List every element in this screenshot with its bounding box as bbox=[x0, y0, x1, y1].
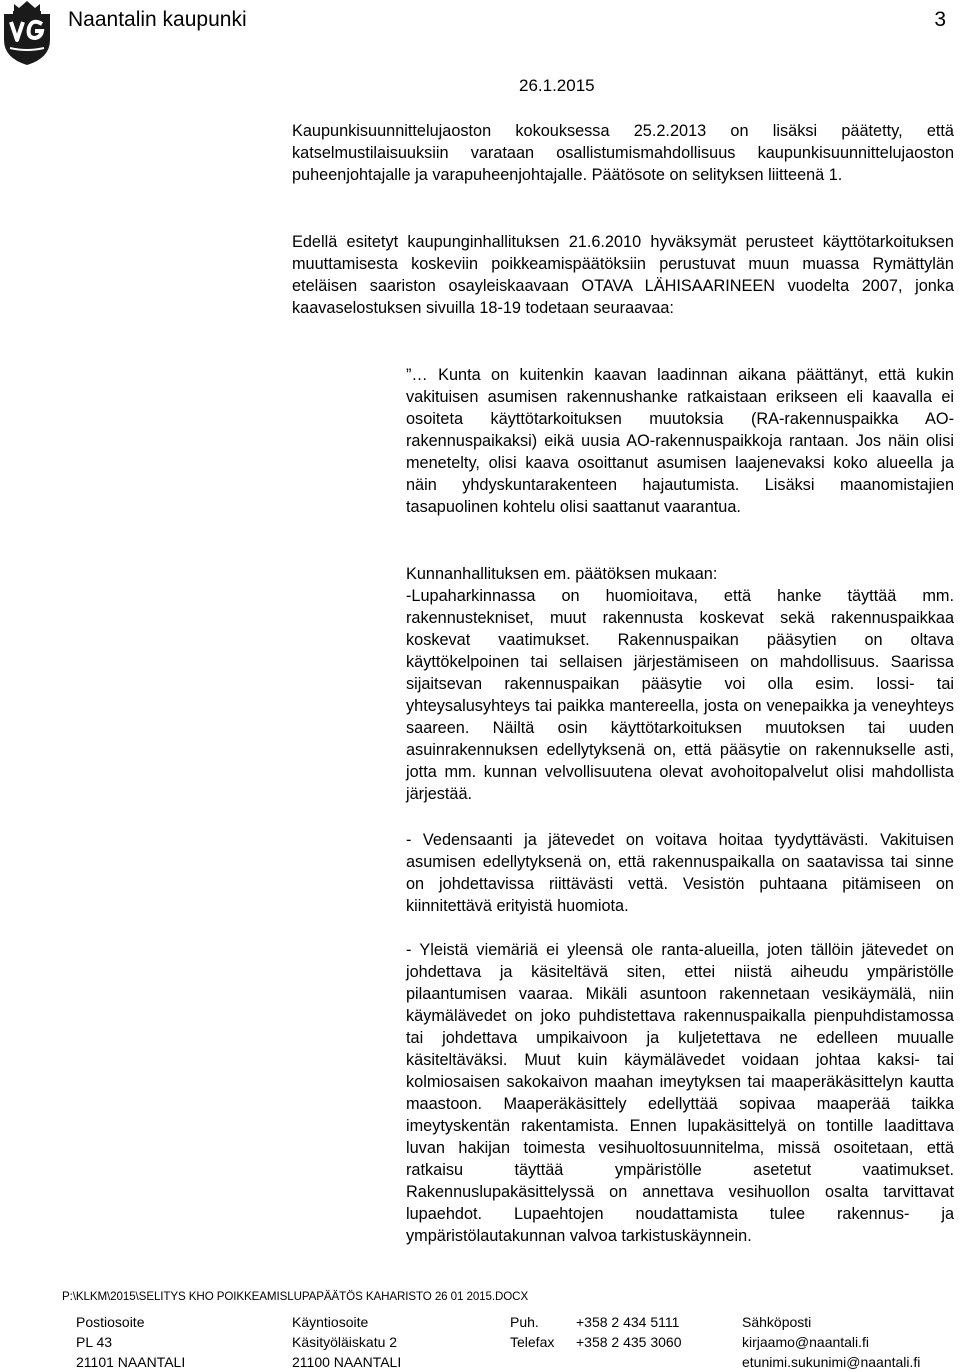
paragraph-2: Edellä esitetyt kaupunginhallituksen 21.6.2010 hyväksymät perusteet käyttötarkoituksen muuttamisesta koskeviin poikkeamispäätöksiin perustuvat muun muassa Rymättylän eteläisen saariston osayleiskaavaan OTAVA LÄHISAARINEEN vuodelta 2007, jonka kaavaselostuksen sivuilla 18-19 todetaan seuraavaa: bbox=[292, 233, 954, 317]
postal-address bbox=[76, 1312, 185, 1372]
quote-paragraph-1: ”… Kunta on kuitenkin kaavan laadinnan aikana päättänyt, että kukin vakituisen asumisen rakennushanke ratkaistaan erikseen eli kaavalla ei osoiteta käyttötarkoituksen muutoksia (RA-rakennuspaikka AO-rakennuspaikaksi) eikä uusia AO-rakennuspaikkoja rantaan. Jos näin olisi menetelty, olisi kaava osoittanut asumisen laajenevaksi koko alueella ja näin yhdyskuntarakenteen hajautumista. Lisäksi maanomistajien tasapuolinen kohtelu olisi saattanut vaarantua. bbox=[406, 366, 954, 516]
naantali-coat-of-arms-logo bbox=[2, 0, 52, 66]
paragraph-1: Kaupunkisuunnittelujaoston kokouksessa 25.2.2013 on lisäksi päätetty, että katselmustilaisuuksiin varataan osallistumismahdollisuus kaupunkisuunnittelujaoston puheenjohtajalle ja varapuheenjohtajalle. Päätösote on selityksen liitteenä 1. bbox=[292, 122, 954, 184]
postal-line2: 21101 NAANTALI bbox=[76, 1354, 186, 1370]
visit-line1: Käsityöläiskatu 2 bbox=[292, 1334, 398, 1350]
email-label: Sähköposti bbox=[742, 1314, 812, 1330]
contact-labels bbox=[510, 1312, 554, 1352]
quote-paragraph-4: - Yleistä viemäriä ei yleensä ole ranta-alueilla, joten tällöin jätevedet on johdettava ja käsiteltävä siten, ettei niistä aiheudu ympäristölle pilaantumisen vaaraa. Mikäli asuntoon rakennetaan vesikäymälä, niin käymälävedet on joko puhdistettava rakennuspaikalla pienpuhdistamossa tai johdettava umpikaivoon ja kuljetettava ne edelleen muualle käsiteltäväksi. Muut kuin käymälävedet voidaan johtaa kaksi- tai kolmiosaisen sakokaivon maahan imeytyksen tai maaperäkäsittelyn kautta maastoon. Maaperäkäsittely edellyttää sopivaa maaperää taikka imeytyskentän rakentamista. Ennen lupakäsittelyä on tontille laadittava luvan hakijan toimesta vesihuoltosuunnitelma, missä osoitetaan, että ratkaisu täyttää ympäristölle asetetut vaatimukset. Rakennuslupakäsittelyssä on annettava vesihuollon osalta tarvittavat lupaehdot. Lupaehtojen noudattamista tulee rakennus- ja ympäristölautakunnan valvoa tarkistuskäynnein. bbox=[406, 941, 954, 1245]
quote-heading: Kunnanhallituksen em. päätöksen mukaan: bbox=[406, 565, 718, 583]
postal-label: Postiosoite bbox=[76, 1314, 145, 1330]
visit-line2: 21100 NAANTALI bbox=[292, 1354, 402, 1370]
phone-label: Puh. bbox=[510, 1314, 539, 1330]
postal-line1: PL 43 bbox=[76, 1334, 113, 1350]
visit-label: Käyntiosoite bbox=[292, 1314, 369, 1330]
quote-paragraph-2: -Lupaharkinnassa on huomioitava, että hanke täyttää mm. rakennustekniset, muut rakennusta koskevat sekä rakennuspaikkaa koskevat vaatimukset. Rakennuspaikan pääsytien on oltava käyttökelpoinen tai sellaisen järjestämiseen on mahdollisuus. Saarissa sijaitsevan rakennuspaikan pääsytie voi olla esim. lossi- tai yhteysalusyhteys tai paikka mantereella, josta on venepaikka ja veneyhteys saareen. Näiltä osin käyttötarkoituksen muutoksen tai uuden asuinrakennuksen edellytyksenä on, että pääsytie on rakennukselle asti, jotta mm. kunnan velvollisuutena olevat avohoitopalvelut olisi mahdollista järjestää. bbox=[406, 587, 954, 803]
email-personal: etunimi.sukunimi@naantali.fi bbox=[742, 1354, 921, 1370]
quote-paragraph-3: - Vedensaanti ja jätevedet on voitava hoitaa tyydyttävästi. Vakituisen asumisen edellytyksenä on, että rakennuspaikalla on saatavissa tai sinne on johdettavissa riittävästi vettä. Vesistön puhtaana pitämiseen on kiinnitettävä erityistä huomiota. bbox=[406, 831, 954, 915]
fax-label: Telefax bbox=[510, 1334, 555, 1350]
organization-name: Naantalin kaupunki bbox=[68, 8, 247, 31]
email-contacts bbox=[742, 1312, 920, 1372]
fax-number: +358 2 435 3060 bbox=[576, 1334, 682, 1350]
page-number: 3 bbox=[934, 8, 946, 31]
contact-numbers bbox=[576, 1312, 682, 1352]
document-date: 26.1.2015 bbox=[519, 76, 595, 95]
phone-number: +358 2 434 5111 bbox=[576, 1314, 680, 1330]
email-registry: kirjaamo@naantali.fi bbox=[742, 1334, 870, 1350]
file-path: P:\KLKM\2015\SELITYS KHO POIKKEAMISLUPAPÄÄTÖS KAHARISTO 26 01 2015.DOCX bbox=[62, 1290, 529, 1303]
visiting-address bbox=[292, 1312, 401, 1372]
